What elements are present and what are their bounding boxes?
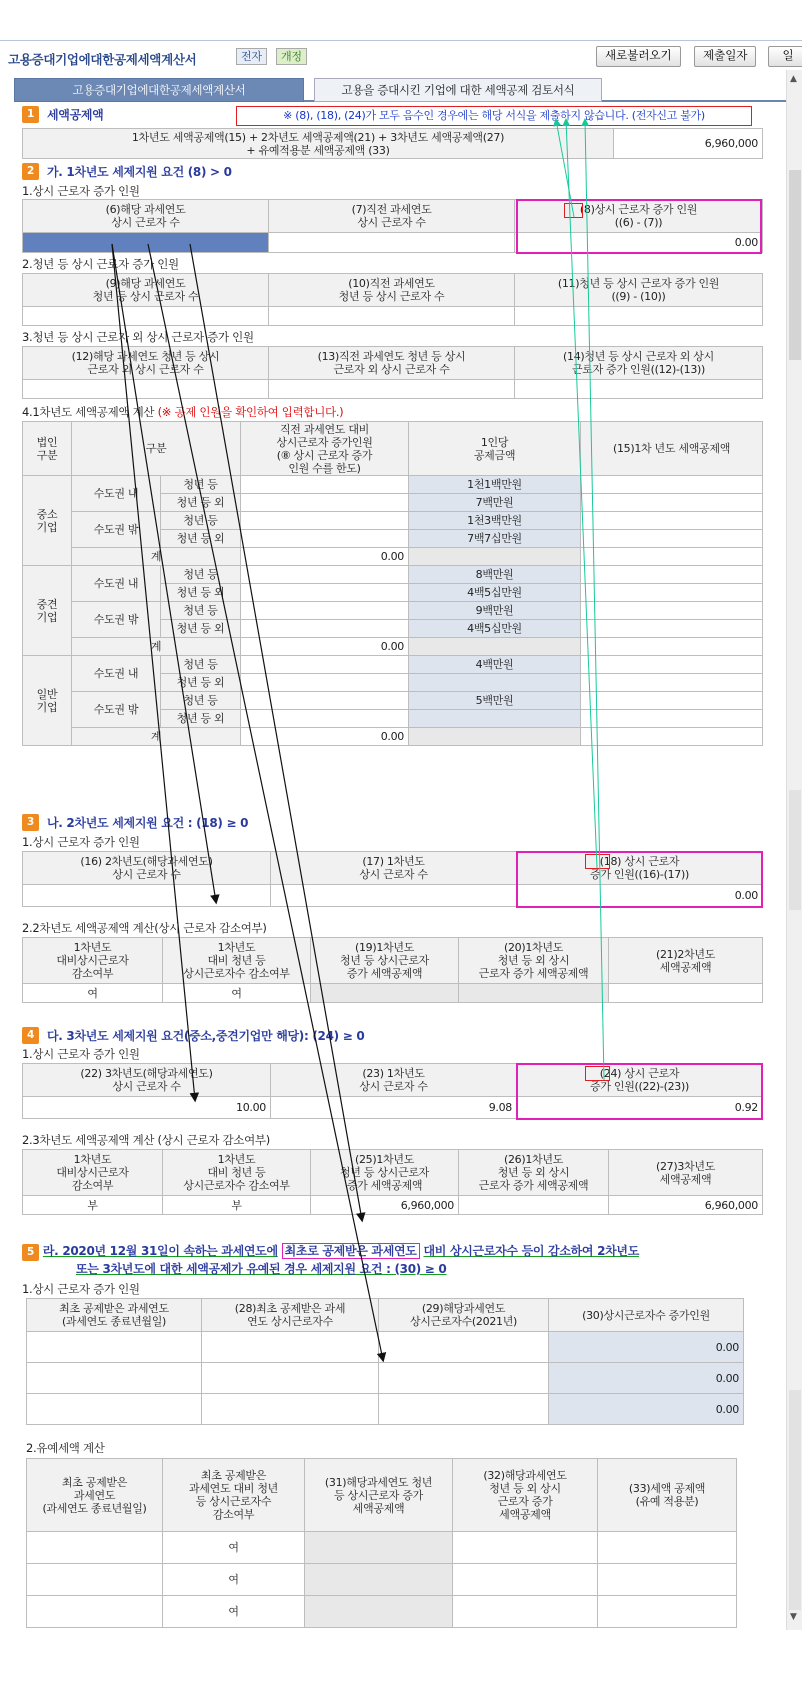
worker-type: 청년 등 [161,692,241,710]
col-header: 1차년도 대비상시근로자 감소여부 [23,1150,163,1196]
col-header: (16) 2차년도(해당과세연도) 상시 근로자 수 [23,852,271,885]
worker-type: 청년 등 [161,656,241,674]
col-header: (19)1차년도 청년 등 상시근로자 증가 세액공제액 [311,938,459,984]
col-header: (11)청년 등 상시 근로자 증가 인원 ((9) - (10)) [515,274,763,307]
per-person-amount: 5백만원 [409,692,581,710]
form-title: 고용증대기업에대한공제세액계산서 [8,52,197,67]
section-title-b: 대비 상시근로자수 등이 감소하여 2차년도 [423,1244,640,1258]
arrow-line-teal [556,120,574,217]
region: 수도권 내 [72,656,161,692]
value-30: 0.00 [549,1332,744,1363]
section-title-c: 또는 3차년도에 대한 세액공제가 유예된 경우 세제지원 요건 : (30) ≥ 0 [76,1262,447,1276]
value-8: 0.00 [515,233,763,253]
col-header: (33)세액 공제액 (유예 적용분) [598,1459,737,1532]
col-header: (31)해당과세연도 청년 등 상시근로자 증가 세액공제액 [305,1459,453,1532]
electronic-tag: 전자 [236,48,267,65]
col-header: (21)2차년도 세액공제액 [609,938,763,984]
col-header: (15)1차 년도 세액공제액 [581,422,763,476]
section-title: 세액공제액 [47,108,104,122]
section-number: 3 [22,814,39,831]
col-header: (20)1차년도 청년 등 외 상시 근로자 증가 세액공제액 [459,938,609,984]
section-title-a: 라. 2020년 12월 31일이 속하는 과세연도에 [42,1244,278,1258]
warning-note: ※ (8), (18), (24)가 모두 음수인 경우에는 해당 서식을 제출하지 않습니다. (전자신고 불가) [236,106,752,126]
per-person-amount: 1천3백만원 [409,512,581,530]
worker-type: 청년 등 [161,602,241,620]
per-person-amount: 7백7십만원 [409,530,581,548]
region: 수도권 내 [72,566,161,602]
subheading: 3.청년 등 상시 근로자 외 상시 근로자 증가 인원 [22,330,254,344]
worker-type: 청년 등 외 [161,494,241,512]
col-header: (14)청년 등 상시 근로자 외 상시 근로자 증가 인원((12)-(13)) [515,347,763,380]
sum-label: 계 [72,548,241,566]
per-person-amount: 1천1백만원 [409,476,581,494]
region: 수도권 내 [72,476,161,512]
col-header: 구분 [72,422,241,476]
col-header: 법인 구분 [23,422,72,476]
section-title: 가. 1차년도 세제지원 요건 (8) > 0 [47,165,232,179]
col-header: (32)해당과세연도 청년 등 외 상시 근로자 증가 세액공제액 [453,1459,598,1532]
subheading-text: 4.1차년도 세액공제액 계산 [22,405,155,419]
per-person-amount: 9백만원 [409,602,581,620]
value-24: 0.92 [517,1097,763,1119]
section-title: 나. 2차년도 세제지원 요건 : (18) ≥ 0 [47,816,249,830]
col-header: (28)최초 공제받은 과세 연도 상시근로자수 [202,1299,379,1332]
per-person-amount: 4백5십만원 [409,584,581,602]
col-header: (27)3차년도 세액공제액 [609,1150,763,1196]
worker-type: 청년 등 [161,512,241,530]
col-header: (25)1차년도 청년 등 상시근로자 증가 세액공제액 [311,1150,459,1196]
arrow-line [190,244,362,1220]
arrow-line [112,244,216,902]
arrow-line [148,244,383,1360]
worker-type: 청년 등 외 [161,710,241,728]
formula-line-2: + 유예적용분 세액공제액 (33) [246,143,390,157]
per-person-amount: 7백만원 [409,494,581,512]
revision-tag: 개정 [276,48,307,65]
formula-line-1: 1차년도 세액공제액(15) + 2차년도 세액공제액(21) + 3차년도 세액공제액(27) [131,130,505,144]
subheading: 1.상시 근로자 증가 인원 [22,835,140,849]
sum-label: 계 [72,728,241,746]
col-header: (9)해당 과세연도 청년 등 상시 근로자 수 [23,274,269,307]
select-decrease[interactable]: 여 [163,1596,305,1628]
subheading: 2.3차년도 세액공제액 계산 (상시 근로자 감소여부) [22,1133,270,1147]
batch-button[interactable]: 일 [768,46,802,67]
col-header: 최초 공제받은 과세연도 (과세연도 종료년월일) [27,1459,163,1532]
corp-type: 중견 기업 [23,566,72,656]
sum-value: 0.00 [241,548,409,566]
section-number: 4 [22,1027,39,1044]
col-header: 최초 공제받은 과세연도 대비 청년 등 상시근로자수 감소여부 [163,1459,305,1532]
corp-type: 일반 기업 [23,656,72,746]
input-22[interactable]: 10.00 [23,1097,271,1119]
reload-button[interactable]: 새로불러오기 [596,46,681,67]
submit-date-button[interactable]: 제출일자 [694,46,756,67]
corp-type: 중소 기업 [23,476,72,566]
worker-type: 청년 등 외 [161,584,241,602]
subheading: 2.유예세액 계산 [26,1441,105,1455]
worker-type: 청년 등 외 [161,674,241,692]
section-title: 다. 3차년도 세제지원 요건(중소,중견기업만 해당): (24) ≥ 0 [47,1029,365,1043]
per-person-amount: 8백만원 [409,566,581,584]
col-header: (10)직전 과세연도 청년 등 상시 근로자 수 [269,274,515,307]
select-youth-decrease[interactable]: 여 [163,984,311,1003]
scroll-down-icon[interactable]: ▼ [790,1612,797,1622]
per-person-amount: 4백만원 [409,656,581,674]
select-youth-decrease[interactable]: 부 [163,1196,311,1215]
col-header: 1차년도 대비 청년 등 상시근로자수 감소여부 [163,938,311,984]
col-header: (13)직전 과세연도 청년 등 상시 근로자 외 상시 근로자 수 [269,347,515,380]
col-header: 1차년도 대비상시근로자 감소여부 [23,938,163,984]
col-header: (18) 상시 근로자 증가 인원((16)-(17)) [517,852,763,885]
value-18: 0.00 [517,885,763,907]
section-number: 2 [22,163,39,180]
col-header: (23) 1차년도 상시 근로자 수 [271,1064,517,1097]
value-27: 6,960,000 [609,1196,763,1215]
worker-type: 청년 등 외 [161,530,241,548]
region: 수도권 밖 [72,602,161,638]
subheading: 2.2차년도 세액공제액 계산(상시 근로자 감소여부) [22,921,267,935]
select-decrease[interactable]: 여 [163,1532,305,1564]
tab-calc[interactable]: 고용증대기업에대한공제세액계산서 [14,78,304,102]
subheading: 2.청년 등 상시 근로자 증가 인원 [22,257,179,271]
tab-review[interactable]: 고용을 증대시킨 기업에 대한 세액공제 검토서식 [314,78,602,102]
sum-value: 0.00 [241,728,409,746]
worker-type: 청년 등 [161,476,241,494]
sum-value: 0.00 [241,638,409,656]
col-header: (6)해당 과세연도 상시 근로자 수 [23,200,269,233]
value-30: 0.00 [549,1363,744,1394]
col-header: 최초 공제받은 과세연도 (과세연도 종료년월일) [27,1299,202,1332]
worker-type: 청년 등 [161,566,241,584]
col-header: (7)직전 과세연도 상시 근로자 수 [269,200,515,233]
section-title-highlight: 최초로 공제받은 과세연도 [282,1243,420,1259]
col-header: 1차년도 대비 청년 등 상시근로자수 감소여부 [163,1150,311,1196]
total-credit-value: 6,960,000 [614,129,763,159]
worker-type: 청년 등 외 [161,620,241,638]
region: 수도권 밖 [72,692,161,728]
subheading: 1.상시 근로자 증가 인원 [22,184,140,198]
scroll-up-icon[interactable]: ▲ [790,74,797,84]
col-header: (29)해당과세연도 상시근로자수(2021년) [379,1299,549,1332]
col-header: 1인당 공제금액 [409,422,581,476]
col-header: (26)1차년도 청년 등 외 상시 근로자 증가 세액공제액 [459,1150,609,1196]
col-header: (30)상시근로자수 증가인원 [549,1299,744,1332]
subheading-note: (※ 공제 인원을 확인하여 입력합니다.) [157,405,344,419]
value-30: 0.00 [549,1394,744,1425]
arrow-line-teal [585,120,604,1080]
select-decrease[interactable]: 여 [23,984,163,1003]
sum-label: 계 [72,638,241,656]
value-25: 6,960,000 [311,1196,459,1215]
col-header: 직전 과세연도 대비 상시근로자 증가인원 (⑧ 상시 근로자 증가 인원 수를 한도) [241,422,409,476]
input-23[interactable]: 9.08 [271,1097,517,1119]
section-number: 1 [22,106,39,123]
col-header: (22) 3차년도(해당과세연도) 상시 근로자 수 [23,1064,271,1097]
section-number: 5 [22,1244,39,1261]
region: 수도권 밖 [72,512,161,548]
subheading: 1.상시 근로자 증가 인원 [22,1282,140,1296]
col-header: (12)해당 과세연도 청년 등 상시 근로자 외 상시 근로자 수 [23,347,269,380]
per-person-amount: 4백5십만원 [409,620,581,638]
col-header: (17) 1차년도 상시 근로자 수 [271,852,517,885]
select-decrease[interactable]: 부 [23,1196,163,1215]
col-header: (24) 상시 근로자 증가 인원((22)-(23)) [517,1064,763,1097]
col-header: (8)상시 근로자 증가 인원 ((6) - (7)) [515,200,763,233]
subheading: 1.상시 근로자 증가 인원 [22,1047,140,1061]
select-decrease[interactable]: 여 [163,1564,305,1596]
arrow-line [112,244,195,1100]
